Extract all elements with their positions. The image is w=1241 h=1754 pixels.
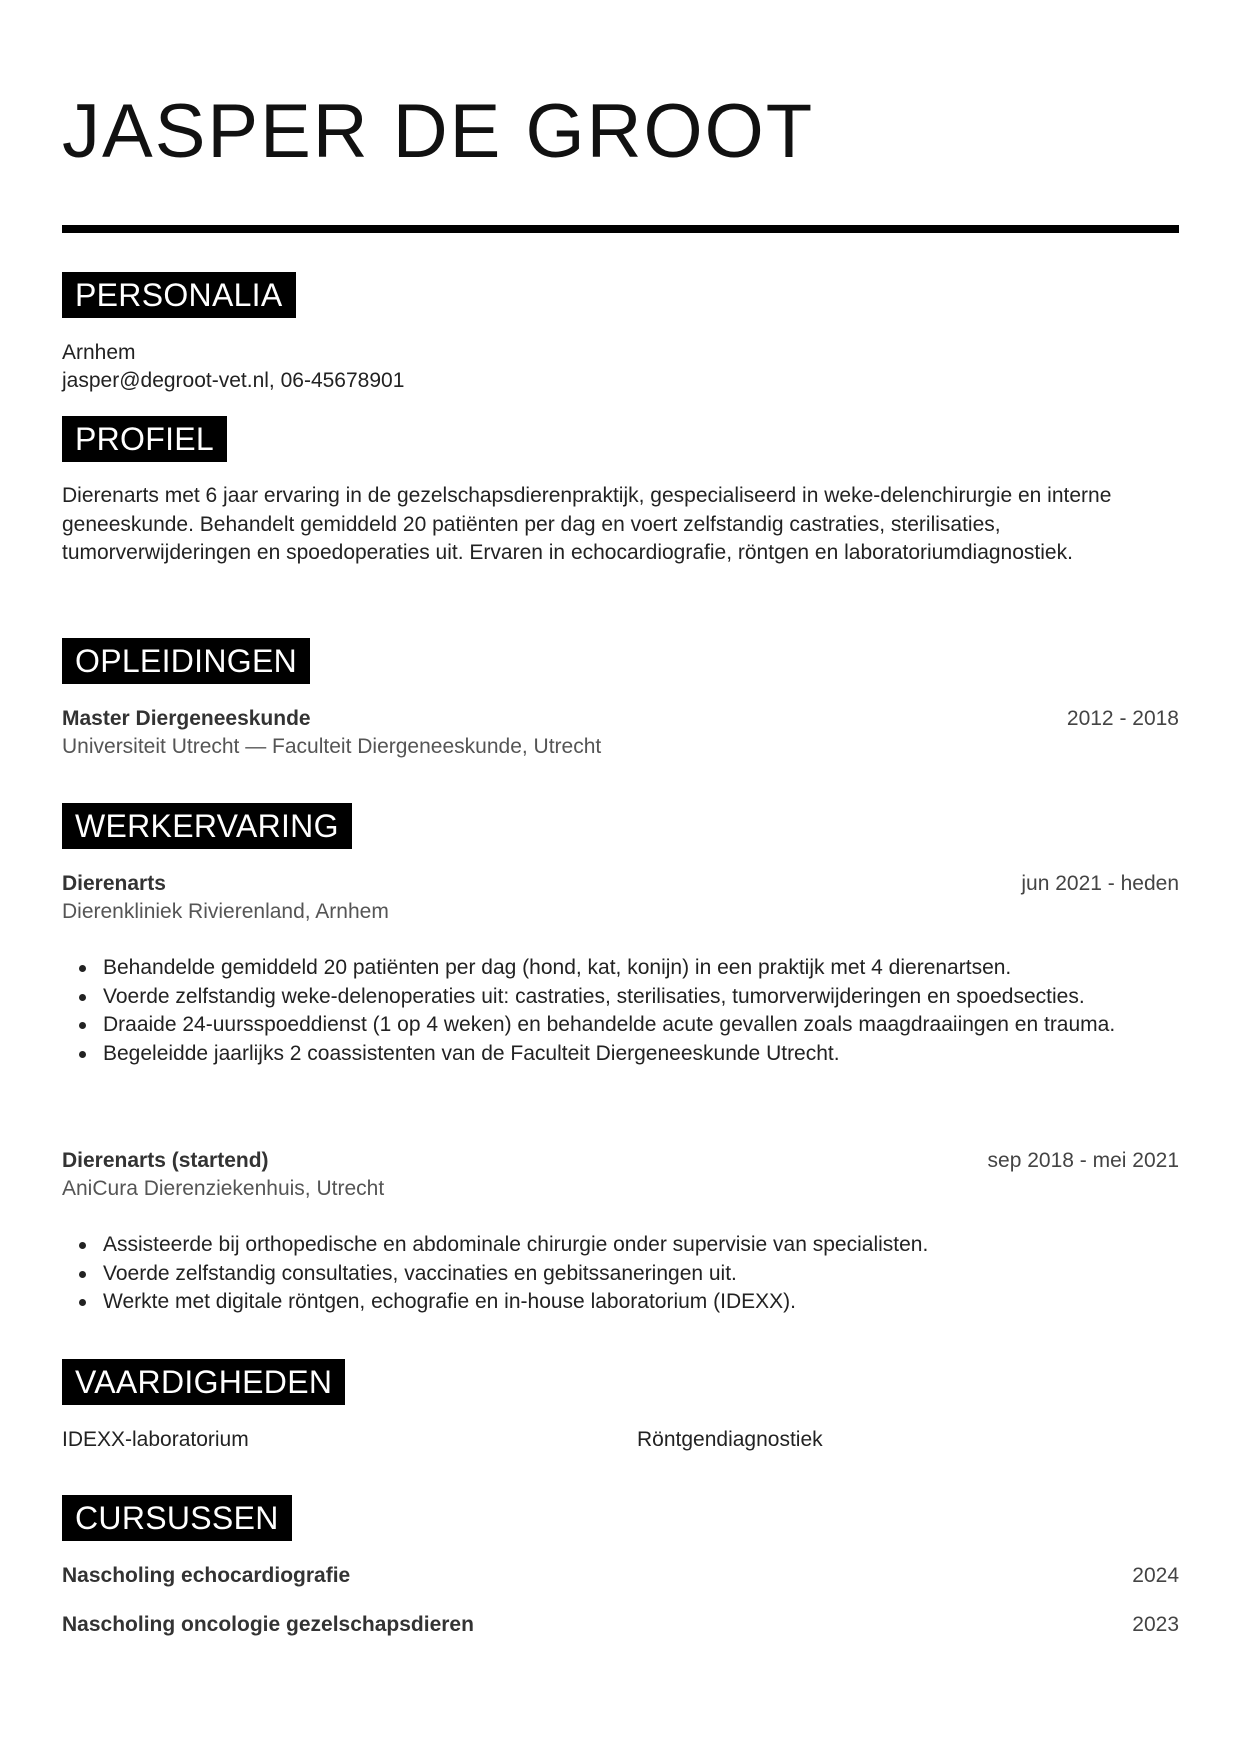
course-entry bbox=[62, 1610, 1179, 1640]
course-year: 2024 bbox=[1132, 1564, 1179, 1587]
job-title: Dierenarts bbox=[62, 872, 166, 895]
list-item: Voerde zelfstandig consultaties, vaccinaties en gebitssaneringen uit. bbox=[62, 1260, 1179, 1289]
section-heading-werkervaring: WERKERVARING bbox=[62, 803, 352, 849]
job-period: jun 2021 - heden bbox=[1021, 872, 1179, 895]
course-year: 2023 bbox=[1132, 1613, 1179, 1636]
course-title: Nascholing oncologie gezelschapsdieren bbox=[62, 1613, 474, 1636]
personal-city: Arnhem bbox=[62, 341, 136, 364]
job-title: Dierenarts (startend) bbox=[62, 1149, 269, 1172]
skill-item: Röntgendiagnostiek bbox=[637, 1428, 823, 1451]
skill-item: IDEXX-laboratorium bbox=[62, 1428, 249, 1451]
job-bullets bbox=[62, 1231, 1179, 1317]
education-period: 2012 - 2018 bbox=[1066, 707, 1179, 730]
list-item: Behandelde gemiddeld 20 patiënten per dag (hond, kat, konijn) in een praktijk met 4 dierenartsen. bbox=[62, 954, 1179, 983]
job-bullets bbox=[62, 954, 1179, 1068]
section-heading-vaardigheden: VAARDIGHEDEN bbox=[62, 1359, 345, 1405]
job-employer: Dierenkliniek Rivierenland, Arnhem bbox=[62, 900, 389, 923]
job-employer: AniCura Dierenziekenhuis, Utrecht bbox=[62, 1177, 385, 1200]
education-entry bbox=[62, 704, 1179, 734]
section-heading-cursussen: CURSUSSEN bbox=[62, 1495, 292, 1541]
personal-contact: jasper@degroot-vet.nl, 06-45678901 bbox=[62, 369, 405, 392]
course-title: Nascholing echocardiografie bbox=[62, 1564, 351, 1587]
candidate-name: JASPER DE GROOT bbox=[62, 89, 815, 174]
profile-summary: Dierenarts met 6 jaar ervaring in de gezelschapsdierenpraktijk, gespecialiseerd in weke-delenchirurgie en interne geneeskunde. Behandelt gemiddeld 20 patiënten per dag en voert zelfstandig castraties, sterilisaties, tumorverwijderingen en spoedoperaties uit. Ervaren in echocardiografie, röntgen en laboratoriumdiagnostiek. bbox=[62, 484, 1112, 564]
list-item: Draaide 24-uursspoeddienst (1 op 4 weken) en behandelde acute gevallen zoals maagdraaiingen en trauma. bbox=[62, 1011, 1179, 1040]
course-entry bbox=[62, 1561, 1179, 1591]
job-period: sep 2018 - mei 2021 bbox=[987, 1149, 1179, 1172]
header-divider bbox=[62, 225, 1179, 233]
job-entry bbox=[62, 869, 1179, 899]
education-institution: Universiteit Utrecht — Faculteit Diergeneeskunde, Utrecht bbox=[62, 735, 602, 758]
list-item: Voerde zelfstandig weke-delenoperaties uit: castraties, sterilisaties, tumorverwijderingen en spoedsecties. bbox=[62, 983, 1179, 1012]
education-title: Master Diergeneeskunde bbox=[62, 707, 311, 730]
section-heading-opleidingen: OPLEIDINGEN bbox=[62, 638, 310, 684]
job-entry bbox=[62, 1146, 1179, 1176]
list-item: Assisteerde bij orthopedische en abdominale chirurgie onder supervisie van specialisten. bbox=[62, 1231, 1179, 1260]
list-item: Werkte met digitale röntgen, echografie en in-house laboratorium (IDEXX). bbox=[62, 1288, 1179, 1317]
section-heading-profiel: PROFIEL bbox=[62, 416, 227, 462]
section-heading-personalia: PERSONALIA bbox=[62, 272, 296, 318]
list-item: Begeleidde jaarlijks 2 coassistenten van de Faculteit Diergeneeskunde Utrecht. bbox=[62, 1040, 1179, 1069]
